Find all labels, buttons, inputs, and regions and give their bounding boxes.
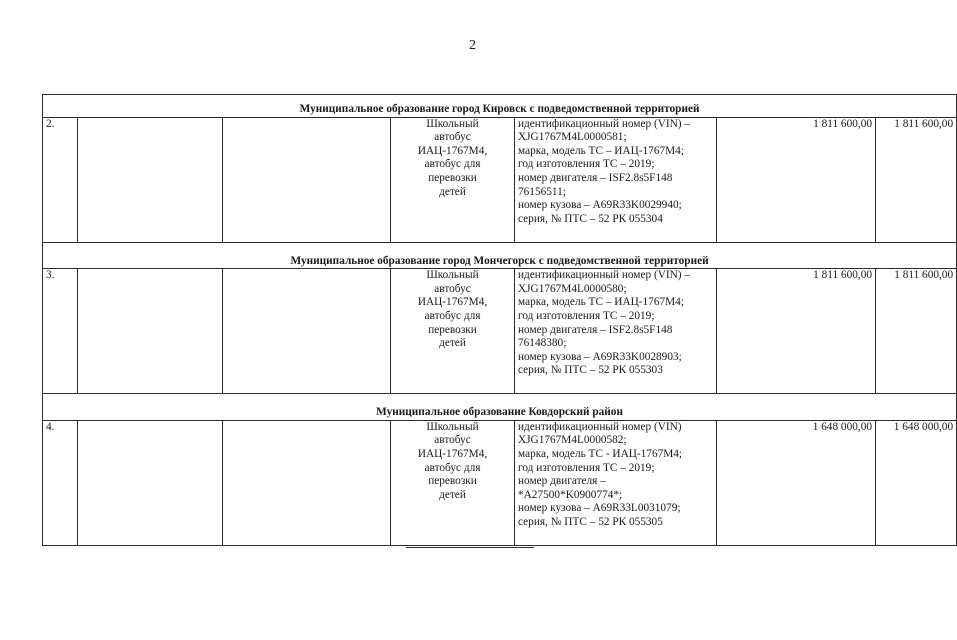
vehicle-detail-line: 76148380; [518, 337, 567, 350]
footer-divider [406, 547, 534, 548]
vehicle-details-cell [515, 269, 717, 394]
vehicle-name-line: ИАЦ-1767М4, [417, 447, 488, 460]
vehicle-detail-line: серия, № ПТС – 52 РК 055303 [518, 364, 663, 377]
vehicle-detail-line: марка, модель ТС – ИАЦ-1767М4; [518, 296, 684, 309]
vehicle-name-line: автобус [434, 282, 471, 295]
vehicle-detail-line: номер кузова – А69R33K0028903; [518, 350, 682, 363]
vehicle-detail-line: XJG1767M4L0000580; [518, 282, 627, 295]
vehicle-detail-line: идентификационный номер (VIN) – [518, 269, 691, 282]
vehicle-name-line: автобус [434, 434, 471, 447]
total-cell: 1 811 600,00 [876, 269, 957, 394]
section-header-row [43, 103, 957, 117]
vehicle-detail-line: год изготовления ТС – 2019; [518, 309, 655, 322]
vehicle-name-line: автобус [434, 131, 471, 144]
vehicle-name-line: автобус для [424, 309, 481, 322]
row-number: 4. [43, 420, 78, 545]
vehicle-detail-line: идентификационный номер (VIN) [518, 420, 682, 433]
vehicle-detail-line: номер двигателя – ISF2.8s5F148 [518, 323, 673, 336]
section-spacer [43, 242, 957, 255]
vehicle-name-cell [391, 117, 515, 242]
vehicle-name-cell [391, 420, 515, 545]
vehicle-name-line: Школьный [426, 117, 479, 130]
price-cell: 1 811 600,00 [717, 117, 876, 242]
vehicle-name-line: детей [439, 337, 466, 350]
section-header-row [43, 406, 957, 420]
vehicle-name-line: детей [439, 488, 466, 501]
empty-cell [223, 420, 391, 545]
section-title: Муниципальное образование город Мончегорск с подведомственной территорией [43, 255, 957, 269]
price-cell: 1 648 000,00 [717, 420, 876, 545]
empty-cell [78, 117, 223, 242]
vehicle-detail-line: идентификационный номер (VIN) – [518, 117, 691, 130]
vehicle-name-line: автобус для [424, 158, 481, 171]
vehicle-detail-line: серия, № ПТС – 52 РК 055305 [518, 515, 663, 528]
price-cell: 1 811 600,00 [717, 269, 876, 394]
row-number: 3. [43, 269, 78, 394]
vehicle-detail-line: *A27500*K0900774*; [518, 488, 623, 501]
vehicle-name-line: автобус для [424, 461, 481, 474]
vehicle-detail-line: номер кузова – А69R33L0031079; [518, 502, 681, 515]
total-cell: 1 811 600,00 [876, 117, 957, 242]
section-title: Муниципальное образование Ковдорский район [43, 406, 957, 420]
empty-cell [223, 117, 391, 242]
vehicle-detail-line: номер двигателя – ISF2.8s5F148 [518, 171, 673, 184]
vehicle-details-cell [515, 420, 717, 545]
vehicle-detail-line: серия, № ПТС – 52 РК 055304 [518, 212, 663, 225]
vehicle-detail-line: год изготовления ТС – 2019; [518, 158, 655, 171]
vehicle-detail-line: XJG1767M4L0000582; [518, 434, 627, 447]
vehicle-detail-line: XJG1767M4L0000581; [518, 131, 627, 144]
section-header-row [43, 255, 957, 269]
vehicle-name-line: Школьный [426, 269, 479, 282]
total-cell: 1 648 000,00 [876, 420, 957, 545]
vehicle-detail-line: марка, модель ТС - ИАЦ-1767М4; [518, 447, 683, 460]
vehicle-name-line: перевозки [428, 323, 477, 336]
vehicle-detail-line: год изготовления ТС – 2019; [518, 461, 655, 474]
page-number: 2 [469, 38, 476, 53]
vehicle-name-line: перевозки [428, 171, 477, 184]
vehicle-name-line: ИАЦ-1767М4, [417, 296, 488, 309]
vehicle-name-line: ИАЦ-1767М4, [417, 144, 488, 157]
vehicle-details-cell [515, 117, 717, 242]
empty-cell [78, 269, 223, 394]
vehicle-detail-line: 76156511; [518, 185, 566, 198]
vehicle-detail-line: номер кузова – А69R33K0029940; [518, 199, 682, 212]
section-spacer [43, 394, 957, 407]
vehicle-detail-line: номер двигателя – [518, 475, 606, 488]
row-number: 2. [43, 117, 78, 242]
empty-cell [78, 420, 223, 545]
section-title: Муниципальное образование город Кировск с подведомственной территорией [43, 103, 957, 117]
table-row [43, 420, 957, 545]
section-spacer [43, 95, 957, 104]
vehicle-name-line: детей [439, 185, 466, 198]
table-row [43, 117, 957, 242]
vehicle-table [42, 94, 957, 546]
vehicle-name-cell [391, 269, 515, 394]
vehicle-name-line: перевозки [428, 475, 477, 488]
table-body [43, 95, 957, 546]
vehicle-name-line: Школьный [426, 420, 479, 433]
table-row [43, 269, 957, 394]
empty-cell [223, 269, 391, 394]
vehicle-detail-line: марка, модель ТС – ИАЦ-1767М4; [518, 144, 684, 157]
